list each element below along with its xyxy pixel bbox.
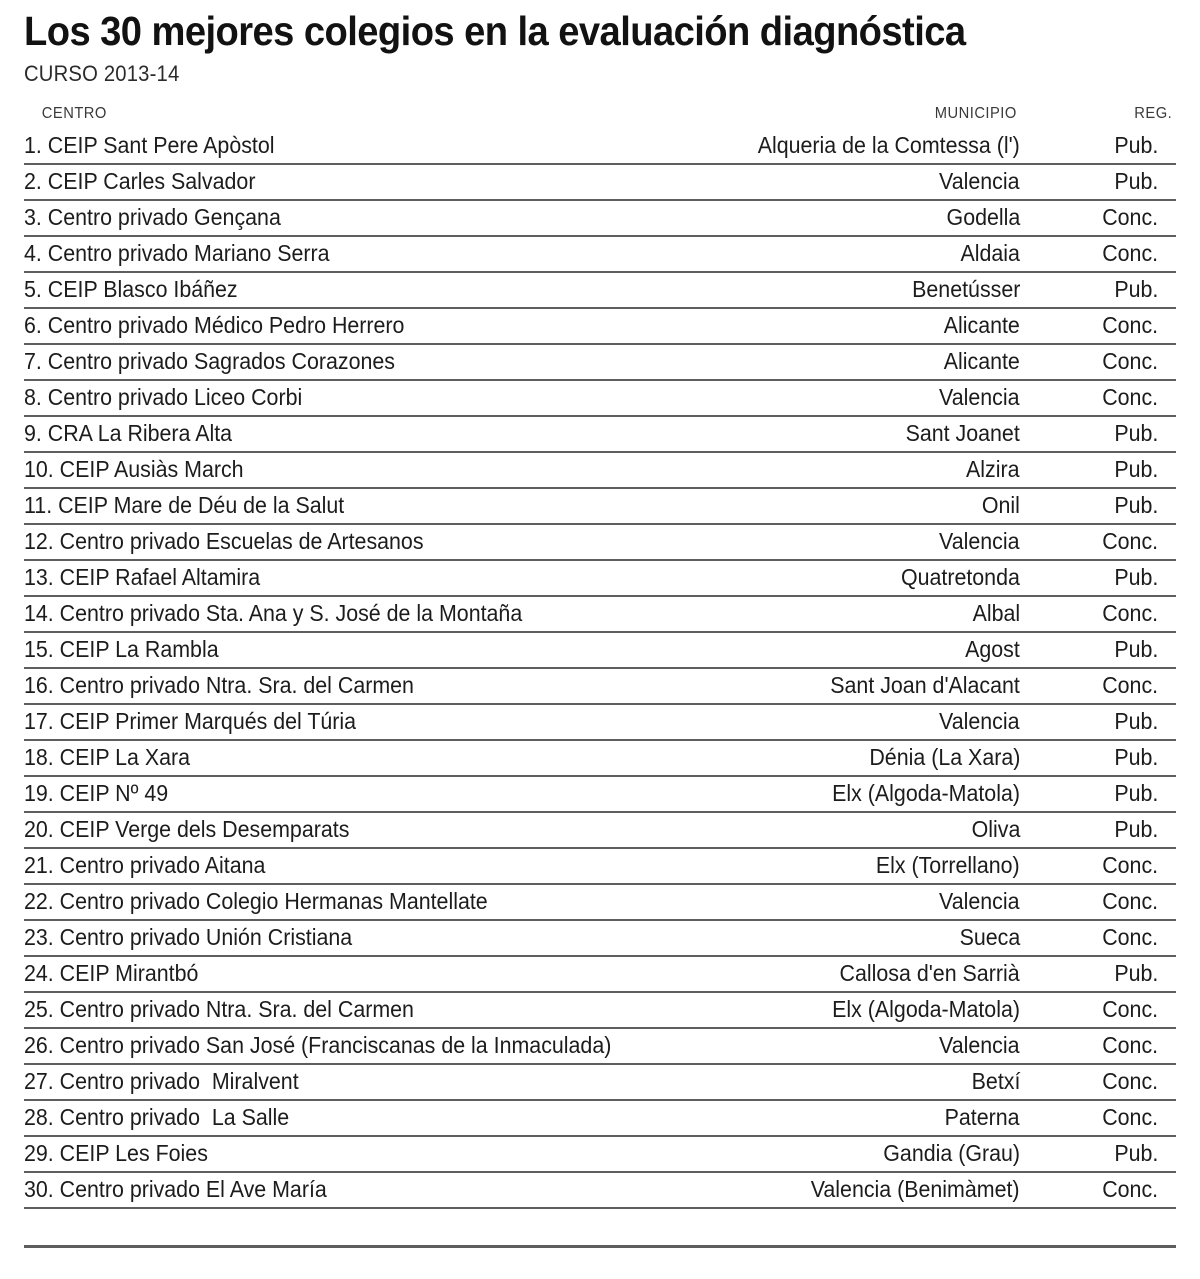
row-municipio-text: Godella [946, 204, 1020, 231]
row-reg-text: Conc. [1102, 528, 1158, 555]
row-reg [1024, 956, 1176, 992]
row-centro-text: 23. Centro privado Unión Cristiana [24, 924, 353, 951]
row-reg-text: Pub. [1113, 564, 1158, 591]
row-centro-text: 19. CEIP Nº 49 [24, 780, 169, 807]
table-header-row [24, 105, 1176, 129]
row-municipio-text: Valencia [939, 1032, 1020, 1059]
table-row [24, 992, 1176, 1028]
row-centro-text: 28. Centro privado La Salle [24, 1104, 290, 1131]
row-reg-text: Pub. [1113, 1140, 1158, 1167]
row-centro-text: 27. Centro privado Miralvent [24, 1068, 299, 1095]
row-municipio [736, 1100, 1024, 1136]
table-row [24, 668, 1176, 704]
row-centro-text: 20. CEIP Verge dels Desemparats [24, 816, 350, 843]
row-municipio-text: Alzira [966, 456, 1020, 483]
row-centro [24, 416, 736, 452]
row-centro [24, 812, 736, 848]
table-row [24, 884, 1176, 920]
schools-ranking-table [24, 105, 1176, 1209]
row-municipio-text: Alicante [943, 348, 1020, 375]
row-reg-text: Pub. [1113, 960, 1158, 987]
row-centro [24, 524, 736, 560]
table-row [24, 1100, 1176, 1136]
row-municipio-text: Aldaia [960, 240, 1020, 267]
table-row [24, 488, 1176, 524]
table-row [24, 129, 1176, 164]
row-municipio [736, 956, 1024, 992]
row-municipio-text: Elx (Algoda-Matola) [832, 996, 1020, 1023]
row-centro-text: 29. CEIP Les Foies [24, 1140, 208, 1167]
table-row [24, 164, 1176, 200]
row-centro-text: 12. Centro privado Escuelas de Artesanos [24, 528, 424, 555]
row-municipio [736, 740, 1024, 776]
row-reg [1024, 740, 1176, 776]
table-row [24, 272, 1176, 308]
row-centro-text: 17. CEIP Primer Marqués del Túria [24, 708, 357, 735]
row-municipio-text: Alicante [943, 312, 1020, 339]
row-centro [24, 992, 736, 1028]
row-municipio-text: Sant Joan d'Alacant [830, 672, 1020, 699]
row-centro [24, 704, 736, 740]
row-centro-text: 6. Centro privado Médico Pedro Herrero [24, 312, 405, 339]
row-reg [1024, 776, 1176, 812]
row-reg-text: Pub. [1113, 744, 1158, 771]
row-municipio-text: Callosa d'en Sarrià [839, 960, 1020, 987]
row-municipio [736, 236, 1024, 272]
row-centro-text: 30. Centro privado El Ave María [24, 1176, 327, 1203]
row-municipio-text: Betxí [971, 1068, 1020, 1095]
row-centro [24, 1028, 736, 1064]
table-row [24, 560, 1176, 596]
row-municipio-text: Valencia (Benimàmet) [811, 1176, 1020, 1203]
row-centro-text: 16. Centro privado Ntra. Sra. del Carmen [24, 672, 414, 699]
table-row [24, 1136, 1176, 1172]
row-municipio-text: Valencia [939, 708, 1020, 735]
page-subtitle: CURSO 2013-14 [24, 61, 180, 87]
row-reg [1024, 452, 1176, 488]
row-reg-text: Conc. [1102, 852, 1158, 879]
row-centro [24, 488, 736, 524]
table-row [24, 1064, 1176, 1100]
row-reg-text: Pub. [1113, 420, 1158, 447]
row-centro-text: 15. CEIP La Rambla [24, 636, 219, 663]
row-reg-text: Conc. [1102, 1068, 1158, 1095]
table-row [24, 416, 1176, 452]
row-municipio [736, 452, 1024, 488]
row-centro [24, 1064, 736, 1100]
row-reg-text: Conc. [1102, 312, 1158, 339]
row-centro-text: 21. Centro privado Aitana [24, 852, 266, 879]
table-row [24, 344, 1176, 380]
row-centro-text: 13. CEIP Rafael Altamira [24, 564, 261, 591]
column-header-reg: REG. [1134, 105, 1173, 123]
row-reg-text: Pub. [1113, 132, 1158, 159]
table-header [24, 105, 1176, 129]
row-municipio [736, 776, 1024, 812]
row-centro-text: 8. Centro privado Liceo Corbi [24, 384, 303, 411]
row-reg-text: Conc. [1102, 240, 1158, 267]
row-municipio [736, 416, 1024, 452]
row-municipio-text: Paterna [945, 1104, 1020, 1131]
row-centro-text: 26. Centro privado San José (Franciscanas de la Inmaculada) [24, 1032, 612, 1059]
row-reg [1024, 1028, 1176, 1064]
table-row [24, 200, 1176, 236]
row-municipio-text: Onil [981, 492, 1020, 519]
table-row [24, 524, 1176, 560]
row-municipio [736, 308, 1024, 344]
row-municipio-text: Valencia [939, 168, 1020, 195]
row-reg [1024, 1064, 1176, 1100]
row-municipio-text: Albal [972, 600, 1020, 627]
row-centro-text: 2. CEIP Carles Salvador [24, 168, 256, 195]
row-centro-text: 10. CEIP Ausiàs March [24, 456, 244, 483]
row-municipio-text: Sueca [959, 924, 1020, 951]
row-centro [24, 200, 736, 236]
row-reg [1024, 416, 1176, 452]
row-municipio-text: Quatretonda [901, 564, 1020, 591]
row-centro-text: 3. Centro privado Gençana [24, 204, 281, 231]
row-reg-text: Pub. [1113, 168, 1158, 195]
row-reg-text: Conc. [1102, 204, 1158, 231]
row-reg-text: Pub. [1113, 780, 1158, 807]
row-centro [24, 632, 736, 668]
row-reg-text: Conc. [1102, 888, 1158, 915]
row-municipio-text: Alqueria de la Comtessa (l') [757, 132, 1020, 159]
table-row [24, 776, 1176, 812]
row-reg [1024, 992, 1176, 1028]
table-row [24, 848, 1176, 884]
row-centro [24, 560, 736, 596]
row-municipio [736, 129, 1024, 164]
row-municipio [736, 668, 1024, 704]
row-centro [24, 956, 736, 992]
row-centro-text: 22. Centro privado Colegio Hermanas Mantellate [24, 888, 488, 915]
row-reg-text: Conc. [1102, 600, 1158, 627]
row-reg [1024, 164, 1176, 200]
row-reg [1024, 596, 1176, 632]
row-reg [1024, 848, 1176, 884]
row-centro [24, 308, 736, 344]
row-municipio-text: Valencia [939, 384, 1020, 411]
row-centro [24, 236, 736, 272]
row-municipio-text: Oliva [971, 816, 1020, 843]
table-body [24, 129, 1176, 1208]
row-municipio-text: Valencia [939, 528, 1020, 555]
row-reg [1024, 380, 1176, 416]
row-municipio-text: Sant Joanet [905, 420, 1020, 447]
row-municipio [736, 200, 1024, 236]
table-row [24, 704, 1176, 740]
row-centro-text: 9. CRA La Ribera Alta [24, 420, 233, 447]
row-municipio [736, 1136, 1024, 1172]
row-reg [1024, 1100, 1176, 1136]
row-centro [24, 272, 736, 308]
table-row [24, 812, 1176, 848]
table-row [24, 1172, 1176, 1208]
row-reg-text: Conc. [1102, 348, 1158, 375]
row-centro [24, 920, 736, 956]
row-centro-text: 4. Centro privado Mariano Serra [24, 240, 330, 267]
row-municipio [736, 1028, 1024, 1064]
row-municipio [736, 524, 1024, 560]
column-header-centro: CENTRO [41, 105, 107, 123]
row-centro [24, 884, 736, 920]
row-centro [24, 380, 736, 416]
column-header-municipio: MUNICIPIO [934, 105, 1017, 123]
row-centro-text: 14. Centro privado Sta. Ana y S. José de la Montaña [24, 600, 523, 627]
row-centro [24, 668, 736, 704]
row-centro-text: 24. CEIP Mirantbó [24, 960, 199, 987]
row-centro-text: 11. CEIP Mare de Déu de la Salut [24, 492, 345, 519]
row-municipio-text: Valencia [939, 888, 1020, 915]
row-municipio-text: Agost [965, 636, 1020, 663]
row-reg-text: Conc. [1102, 1032, 1158, 1059]
row-centro [24, 452, 736, 488]
row-centro [24, 1100, 736, 1136]
row-centro [24, 776, 736, 812]
table-row [24, 308, 1176, 344]
row-municipio-text: Gandia (Grau) [883, 1140, 1020, 1167]
table-row [24, 632, 1176, 668]
row-reg [1024, 812, 1176, 848]
row-municipio [736, 344, 1024, 380]
table-row [24, 740, 1176, 776]
row-centro [24, 164, 736, 200]
row-reg [1024, 200, 1176, 236]
row-reg [1024, 704, 1176, 740]
row-reg-text: Conc. [1102, 1104, 1158, 1131]
table-row [24, 920, 1176, 956]
row-reg [1024, 560, 1176, 596]
table-row [24, 1028, 1176, 1064]
row-reg [1024, 668, 1176, 704]
row-municipio [736, 1064, 1024, 1100]
row-reg [1024, 272, 1176, 308]
row-reg [1024, 129, 1176, 164]
row-municipio-text: Elx (Torrellano) [876, 852, 1020, 879]
row-centro [24, 848, 736, 884]
row-municipio [736, 632, 1024, 668]
row-municipio [736, 812, 1024, 848]
row-reg [1024, 524, 1176, 560]
row-centro-text: 5. CEIP Blasco Ibáñez [24, 276, 238, 303]
row-municipio [736, 380, 1024, 416]
row-municipio [736, 704, 1024, 740]
row-reg-text: Conc. [1102, 672, 1158, 699]
row-reg-text: Pub. [1113, 276, 1158, 303]
table-row [24, 452, 1176, 488]
row-reg [1024, 884, 1176, 920]
row-centro-text: 25. Centro privado Ntra. Sra. del Carmen [24, 996, 414, 1023]
row-reg-text: Pub. [1113, 456, 1158, 483]
row-municipio [736, 992, 1024, 1028]
row-municipio-text: Benetússer [911, 276, 1020, 303]
row-reg [1024, 1136, 1176, 1172]
row-reg-text: Pub. [1113, 636, 1158, 663]
row-centro [24, 596, 736, 632]
table-row [24, 236, 1176, 272]
row-municipio [736, 1172, 1024, 1208]
row-centro [24, 740, 736, 776]
row-municipio [736, 920, 1024, 956]
table-row [24, 380, 1176, 416]
row-centro [24, 344, 736, 380]
row-municipio-text: Elx (Algoda-Matola) [832, 780, 1020, 807]
row-municipio [736, 560, 1024, 596]
row-municipio [736, 884, 1024, 920]
row-reg [1024, 308, 1176, 344]
row-municipio [736, 488, 1024, 524]
table-row [24, 596, 1176, 632]
row-reg [1024, 236, 1176, 272]
row-municipio [736, 164, 1024, 200]
row-reg [1024, 1172, 1176, 1208]
row-reg-text: Conc. [1102, 996, 1158, 1023]
row-reg-text: Pub. [1113, 708, 1158, 735]
row-centro [24, 129, 736, 164]
row-municipio-text: Dénia (La Xara) [869, 744, 1020, 771]
row-reg [1024, 920, 1176, 956]
row-centro-text: 7. Centro privado Sagrados Corazones [24, 348, 395, 375]
row-municipio [736, 848, 1024, 884]
row-reg-text: Pub. [1113, 816, 1158, 843]
table-bottom-rule [24, 1245, 1176, 1248]
row-reg-text: Pub. [1113, 492, 1158, 519]
row-municipio [736, 272, 1024, 308]
table-row [24, 956, 1176, 992]
row-centro-text: 1. CEIP Sant Pere Apòstol [24, 132, 275, 159]
row-centro-text: 18. CEIP La Xara [24, 744, 191, 771]
page-title: Los 30 mejores colegios en la evaluación diagnóstica [24, 8, 966, 54]
row-centro [24, 1172, 736, 1208]
row-reg-text: Conc. [1102, 1176, 1158, 1203]
row-reg-text: Conc. [1102, 384, 1158, 411]
row-municipio [736, 596, 1024, 632]
row-reg [1024, 344, 1176, 380]
row-reg-text: Conc. [1102, 924, 1158, 951]
row-reg [1024, 632, 1176, 668]
row-centro [24, 1136, 736, 1172]
row-reg [1024, 488, 1176, 524]
